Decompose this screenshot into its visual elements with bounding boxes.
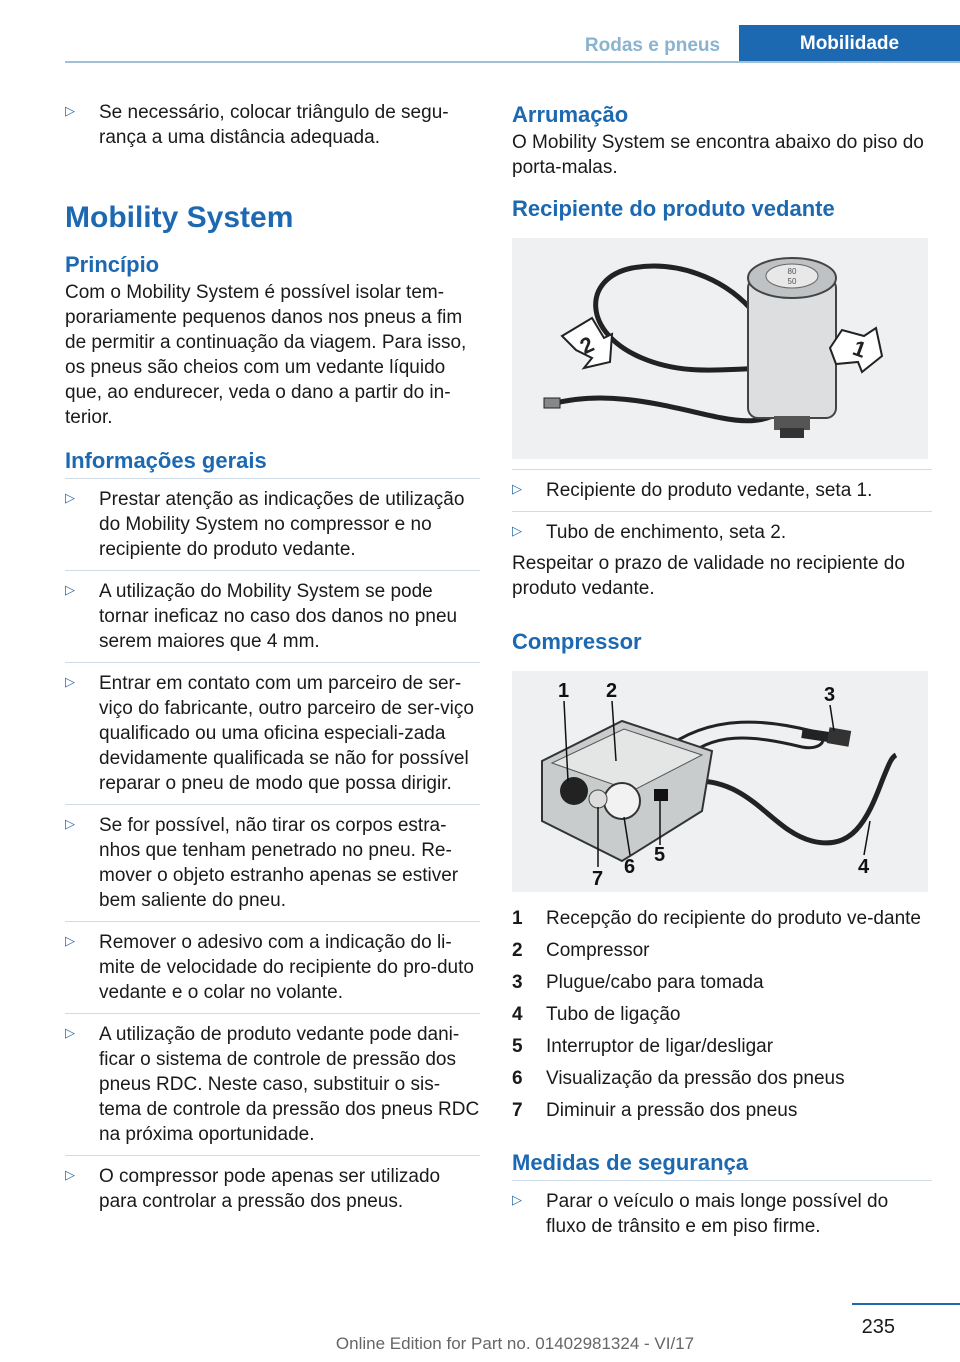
callout-2: 2 <box>606 680 618 702</box>
left-column <box>65 100 480 1214</box>
medidas-heading: Medidas de segurança <box>512 1150 748 1175</box>
callout-5: 5 <box>654 844 666 866</box>
triangle-bullet-icon: ▷ <box>65 1025 75 1040</box>
sealant-container-drawing <box>512 238 928 459</box>
triangle-bullet-icon: ▷ <box>65 582 75 597</box>
header-section-tab[interactable]: Rodas e pneus <box>584 35 721 56</box>
arrumacao-heading: Arrumação <box>512 102 629 127</box>
cap-label-bottom: 50 <box>787 277 797 286</box>
triangle-bullet-icon: ▷ <box>65 1167 75 1182</box>
compressor-drawing <box>512 671 928 892</box>
compressor-item: 2 Compressor <box>512 940 650 961</box>
callout-3: 3 <box>824 684 836 706</box>
arrow-label-1: 1 <box>849 335 870 363</box>
triangle-bullet-icon: ▷ <box>512 481 522 496</box>
info-item: ▷ O compressor pode apenas ser utilizado para controlar a pressão dos pneus. <box>65 1166 441 1212</box>
recipiente-note: Respeitar o prazo de validade no recipiente do produto vedante. <box>512 553 905 599</box>
page-number: 235 <box>861 1316 895 1338</box>
compressor-item: 1 Recepção do recipiente do produto ve-dante <box>512 908 921 929</box>
compressor-illustration <box>512 671 928 892</box>
info-item: ▷ Remover o adesivo com a indicação do li-mite de velocidade do recipiente do pro-duto vedante e o colar no volante. <box>65 932 474 1003</box>
arrumacao-text: O Mobility System se encontra abaixo do piso do porta-malas. <box>512 132 924 178</box>
sealant-container-illustration <box>512 238 928 459</box>
triangle-bullet-icon: ▷ <box>512 523 522 538</box>
triangle-bullet-icon: ▷ <box>65 816 75 831</box>
info-item: ▷ Se for possível, não tirar os corpos estra-nhos que tenham penetrado no pneu. Re-mover o objeto estranho apenas se estiver bem saliente do pneu. <box>65 815 459 911</box>
callout-4: 4 <box>858 856 870 878</box>
triangle-bullet-icon: ▷ <box>65 103 75 118</box>
callout-7: 7 <box>592 868 604 890</box>
principio-text: Com o Mobility System é possível isolar tem-porariamente pequenos danos nos pneus a fim de permitir a continuação da viagem. Para isso, os pneus são cheios com um vedante líquido que, ao endurecer, veda o dano a partir do in-terior. <box>65 282 467 428</box>
recipiente-item: ▷ Recipiente do produto vedante, seta 1. <box>512 480 873 501</box>
arrow-label-2: 2 <box>575 331 598 360</box>
section-title: Mobility System <box>65 201 294 234</box>
medidas-item: ▷ Parar o veículo o mais longe possível do fluxo de trânsito e em piso firme. <box>512 1191 889 1237</box>
header-chapter-tab[interactable]: Mobilidade <box>739 25 960 62</box>
triangle-bullet-icon: ▷ <box>512 1192 522 1207</box>
info-item: ▷ A utilização de produto vedante pode dani-ficar o sistema de controle de pressão dos pneus RDC. Neste caso, substituir o sis-tema de controle da pressão dos pneus RDC na próxima oportunidade. <box>65 1024 480 1145</box>
compressor-item: 3 Plugue/cabo para tomada <box>512 972 764 993</box>
recipiente-item: ▷ Tubo de enchimento, seta 2. <box>512 522 787 543</box>
callout-1: 1 <box>558 680 570 702</box>
header-rule <box>65 61 960 63</box>
triangle-bullet-icon: ▷ <box>65 490 75 505</box>
cap-label-top: 80 <box>787 267 797 276</box>
info-item: ▷ Entrar em contato com um parceiro de ser-viço do fabricante, outro parceiro de ser-viço qualificado ou uma oficina especiali-zada devidamente qualificada se não for possível reparar o pneu de modo que possa dirigir. <box>65 673 474 794</box>
info-heading: Informações gerais <box>65 448 267 473</box>
info-item: ▷ Prestar atenção as indicações de utilização do Mobility System no compressor e no recipiente do produto vedante. <box>65 489 465 560</box>
compressor-item: 5 Interruptor de ligar/desligar <box>512 1036 774 1057</box>
compressor-item: 4 Tubo de ligação <box>512 1004 681 1025</box>
principio-heading: Princípio <box>65 252 160 277</box>
compressor-heading: Compressor <box>512 629 642 654</box>
info-item: ▷ A utilização do Mobility System se pode tornar ineficaz no caso dos danos no pneu serem maiores que 4 mm. <box>65 581 458 652</box>
right-column <box>512 100 932 1239</box>
recipiente-heading: Recipiente do produto vedante <box>512 196 835 221</box>
compressor-item: 7 Diminuir a pressão dos pneus <box>512 1100 798 1121</box>
triangle-bullet-icon: ▷ <box>65 674 75 689</box>
page-number-rule <box>852 1303 960 1305</box>
compressor-item: 6 Visualização da pressão dos pneus <box>512 1068 845 1089</box>
footer-edition: Online Edition for Part no. 01402981324 - VI/17 <box>335 1334 695 1353</box>
triangle-bullet-icon: ▷ <box>65 933 75 948</box>
intro-bullet: ▷ Se necessário, colocar triângulo de segu-rança a uma distância adequada. <box>65 102 449 148</box>
callout-6: 6 <box>624 856 636 878</box>
